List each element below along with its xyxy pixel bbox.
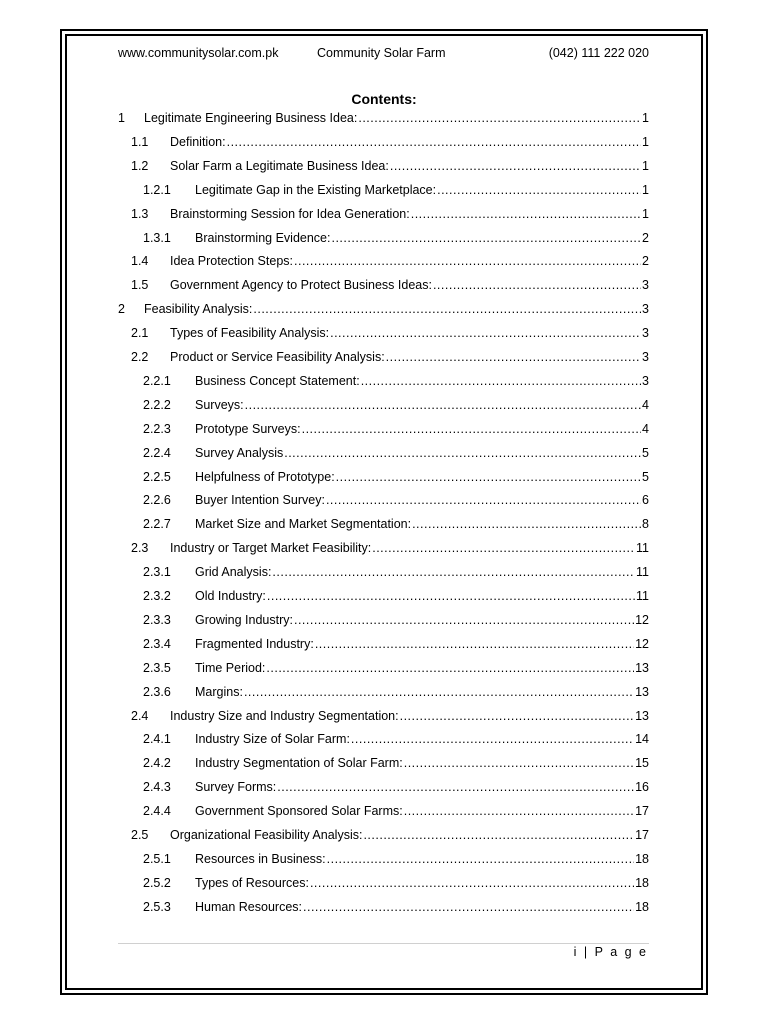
toc-entry[interactable] [143, 874, 649, 892]
toc-entry-page: 5 [642, 469, 649, 484]
toc-entry[interactable] [131, 826, 649, 844]
toc-entry-page: 3 [642, 350, 649, 364]
toc-entry-number: 2.1 [131, 326, 149, 341]
toc-dot-leader [433, 276, 641, 294]
toc-dot-leader [294, 252, 641, 270]
toc-entry-number: 2.4.2 [143, 756, 171, 771]
toc-dot-leader [310, 874, 634, 892]
toc-entry-title: Definition: [170, 134, 226, 149]
toc-entry-title: Legitimate Gap in the Existing Marketplace: [195, 182, 437, 197]
toc-dot-leader [326, 491, 641, 509]
toc-entry-number: 2.4.4 [143, 804, 171, 819]
toc-entry[interactable] [143, 850, 649, 868]
toc-entry-title: Human Resources: [195, 899, 302, 914]
toc-entry[interactable] [131, 252, 649, 270]
toc-entry[interactable] [143, 611, 649, 629]
toc-dot-leader [277, 778, 634, 796]
toc-entry[interactable] [118, 109, 649, 127]
toc-entry-title: Surveys: [195, 397, 244, 412]
toc-entry[interactable] [143, 491, 649, 509]
toc-entry-number: 2.2.3 [143, 421, 171, 436]
toc-dot-leader [404, 802, 634, 820]
toc-entry-number: 2.4 [131, 708, 149, 723]
toc-entry-page: 13 [635, 684, 649, 699]
toc-entry-page: 16 [635, 780, 649, 795]
toc-entry-page: 1 [642, 158, 649, 173]
toc-entry-title: Margins: [195, 684, 243, 699]
toc-entry-number: 1.3 [131, 206, 149, 221]
toc-entry-number: 2.3.6 [143, 684, 171, 699]
header-website[interactable]: www.communitysolar.com.pk [118, 46, 279, 60]
toc-entry-number: 2.4.3 [143, 780, 171, 795]
toc-entry[interactable] [143, 563, 649, 581]
toc-dot-leader [272, 563, 635, 581]
toc-dot-leader [361, 372, 641, 390]
toc-entry-number: 2.2.4 [143, 445, 171, 460]
toc-entry-title: Fragmented Industry: [195, 636, 314, 651]
toc-dot-leader [358, 109, 641, 127]
toc-entry-title: Time Period: [195, 660, 266, 675]
toc-dot-leader [390, 157, 641, 175]
toc-entry[interactable] [143, 778, 649, 796]
toc-entry[interactable] [143, 659, 649, 677]
toc-entry[interactable] [143, 372, 649, 390]
toc-entry-page: 18 [635, 899, 649, 914]
toc-dot-leader [245, 396, 641, 414]
toc-entry-number: 2.2.5 [143, 469, 171, 484]
toc-entry-number: 2.3.1 [143, 565, 171, 580]
toc-entry-page: 11 [636, 589, 649, 603]
toc-entry[interactable] [131, 276, 649, 294]
toc-entry-title: Old Industry: [195, 589, 266, 603]
toc-entry-page: 17 [635, 828, 649, 842]
toc-entry-page: 1 [642, 182, 649, 197]
toc-entry[interactable] [143, 468, 649, 486]
toc-entry-number: 2.5 [131, 828, 149, 842]
toc-entry-title: Resources in Business: [195, 851, 326, 866]
toc-entry-page: 13 [635, 708, 649, 723]
toc-entry[interactable] [143, 754, 649, 772]
toc-entry-number: 2.4.1 [143, 732, 171, 747]
toc-entry-title: Survey Analysis [195, 445, 284, 460]
page-border-inner [65, 34, 703, 990]
toc-entry-number: 1.1 [131, 134, 149, 149]
toc-entry[interactable] [131, 348, 649, 366]
toc-entry-page: 2 [642, 230, 649, 245]
toc-entry-number: 2.2.2 [143, 397, 171, 412]
toc-entry-title: Brainstorming Evidence: [195, 230, 331, 245]
toc-entry-number: 2.3.4 [143, 636, 171, 651]
toc-entry-page: 12 [635, 636, 649, 651]
toc-entry[interactable] [143, 181, 649, 199]
toc-entry-number: 2.2 [131, 350, 149, 364]
toc-dot-leader [267, 587, 635, 605]
toc-entry[interactable] [143, 898, 649, 916]
toc-entry[interactable] [118, 300, 649, 318]
toc-dot-leader [244, 683, 634, 701]
toc-entry-number: 2.3.2 [143, 589, 171, 603]
toc-entry-page: 11 [636, 541, 649, 556]
toc-dot-leader [336, 468, 641, 486]
toc-entry[interactable] [143, 444, 649, 462]
toc-entry-title: Government Agency to Protect Business Ideas: [170, 278, 432, 293]
toc-dot-leader [411, 205, 641, 223]
toc-entry-title: Feasibility Analysis: [144, 302, 253, 317]
contents-heading: Contents: [351, 91, 417, 107]
toc-entry-page: 4 [642, 421, 649, 436]
toc-entry-page: 3 [642, 302, 649, 317]
toc-entry-page: 4 [642, 397, 649, 412]
toc-entry-title: Product or Service Feasibility Analysis: [170, 350, 385, 364]
toc-entry-title: Industry Size of Solar Farm: [195, 732, 350, 747]
toc-entry-page: 1 [642, 206, 649, 221]
toc-entry-title: Government Sponsored Solar Farms: [195, 804, 403, 819]
toc-entry-title: Helpfulness of Prototype: [195, 469, 335, 484]
toc-entry-page: 8 [642, 517, 649, 532]
toc-entry[interactable] [131, 157, 649, 175]
toc-entry-number: 2 [118, 302, 125, 317]
toc-entry-title: Solar Farm a Legitimate Business Idea: [170, 158, 389, 173]
toc-entry-page: 15 [635, 756, 649, 771]
toc-entry-title: Industry or Target Market Feasibility: [170, 541, 372, 556]
toc-entry-title: Brainstorming Session for Idea Generation: [170, 206, 410, 221]
toc-entry-number: 1.4 [131, 254, 149, 269]
footer-page-number: i | P a g e [573, 945, 648, 959]
toc-entry-number: 1.3.1 [143, 230, 171, 245]
toc-entry-number: 2.2.1 [143, 373, 171, 388]
toc-entry-title: Grid Analysis: [195, 565, 272, 580]
toc-entry-title: Industry Size and Industry Segmentation: [170, 708, 399, 723]
toc-entry[interactable] [131, 324, 649, 342]
toc-entry-title: Organizational Feasibility Analysis: [170, 828, 363, 842]
toc-entry-number: 1.2.1 [143, 182, 171, 197]
toc-dot-leader [351, 730, 634, 748]
toc-entry-number: 2.3.3 [143, 612, 171, 627]
toc-dot-leader [372, 539, 635, 557]
toc-entry[interactable] [143, 420, 649, 438]
toc-entry-title: Types of Resources: [195, 875, 309, 890]
toc-entry-page: 1 [642, 111, 649, 125]
toc-entry-number: 2.2.7 [143, 517, 171, 532]
toc-dot-leader [253, 300, 641, 318]
toc-dot-leader [302, 420, 641, 438]
toc-entry-page: 17 [635, 804, 649, 819]
toc-entry-page: 12 [635, 612, 649, 627]
toc-entry-title: Industry Segmentation of Solar Farm: [195, 756, 403, 771]
toc-entry-title: Prototype Surveys: [195, 421, 301, 436]
toc-entry[interactable] [143, 587, 649, 605]
toc-entry[interactable] [131, 707, 649, 725]
toc-entry-number: 2.3 [131, 541, 149, 556]
toc-entry-number: 2.5.3 [143, 899, 171, 914]
toc-entry-title: Growing Industry: [195, 612, 293, 627]
toc-dot-leader [400, 707, 634, 725]
toc-entry-title: Legitimate Engineering Business Idea: [144, 111, 358, 125]
toc-entry[interactable] [143, 802, 649, 820]
footer-divider [118, 943, 649, 944]
toc-entry[interactable] [143, 730, 649, 748]
toc-entry-title: Market Size and Market Segmentation: [195, 517, 412, 532]
header-title: Community Solar Farm [317, 46, 446, 60]
toc-entry[interactable] [143, 229, 649, 247]
toc-entry-number: 1.5 [131, 278, 149, 293]
toc-entry-title: Buyer Intention Survey: [195, 493, 325, 508]
toc-dot-leader [331, 229, 641, 247]
toc-entry-page: 6 [642, 493, 649, 508]
header-phone: (042) 111 222 020 [548, 46, 649, 60]
toc-entry-page: 1 [642, 134, 649, 149]
toc-entry-page: 13 [635, 660, 649, 675]
toc-entry-page: 2 [642, 254, 649, 269]
toc-entry[interactable] [143, 635, 649, 653]
toc-dot-leader [303, 898, 634, 916]
toc-entry-number: 2.5.2 [143, 875, 171, 890]
toc-entry-number: 2.5.1 [143, 851, 171, 866]
toc-entry-title: Idea Protection Steps: [170, 254, 293, 269]
toc-entry-title: Business Concept Statement: [195, 373, 360, 388]
toc-entry[interactable] [143, 515, 649, 533]
toc-entry-page: 5 [642, 445, 649, 460]
toc-dot-leader [284, 444, 641, 462]
toc-entry-title: Survey Forms: [195, 780, 277, 795]
toc-entry-number: 1.2 [131, 158, 149, 173]
toc-entry-page: 18 [635, 875, 649, 890]
toc-entry-number: 2.2.6 [143, 493, 171, 508]
toc-entry-page: 11 [636, 565, 649, 580]
toc-entry-title: Types of Feasibility Analysis: [170, 326, 330, 341]
toc-dot-leader [412, 515, 641, 533]
toc-dot-leader [294, 611, 634, 629]
toc-entry[interactable] [131, 539, 649, 557]
toc-dot-leader [363, 826, 634, 844]
toc-entry[interactable] [131, 133, 649, 151]
toc-dot-leader [386, 348, 641, 366]
toc-dot-leader [437, 181, 641, 199]
toc-entry-number: 2.3.5 [143, 660, 171, 675]
page-header [118, 44, 649, 62]
toc-entry-page: 14 [635, 732, 649, 747]
toc-dot-leader [315, 635, 634, 653]
toc-dot-leader [404, 754, 634, 772]
toc-entry-page: 3 [642, 278, 649, 293]
toc-entry-page: 3 [642, 326, 649, 341]
toc-dot-leader [227, 133, 641, 151]
toc-dot-leader [330, 324, 641, 342]
toc-entry-number: 1 [118, 111, 125, 125]
toc-entry[interactable] [131, 205, 649, 223]
toc-entry-page: 3 [642, 373, 649, 388]
toc-dot-leader [266, 659, 634, 677]
toc-dot-leader [327, 850, 634, 868]
toc-entry[interactable] [143, 683, 649, 701]
toc-entry-page: 18 [635, 851, 649, 866]
toc-entry[interactable] [143, 396, 649, 414]
